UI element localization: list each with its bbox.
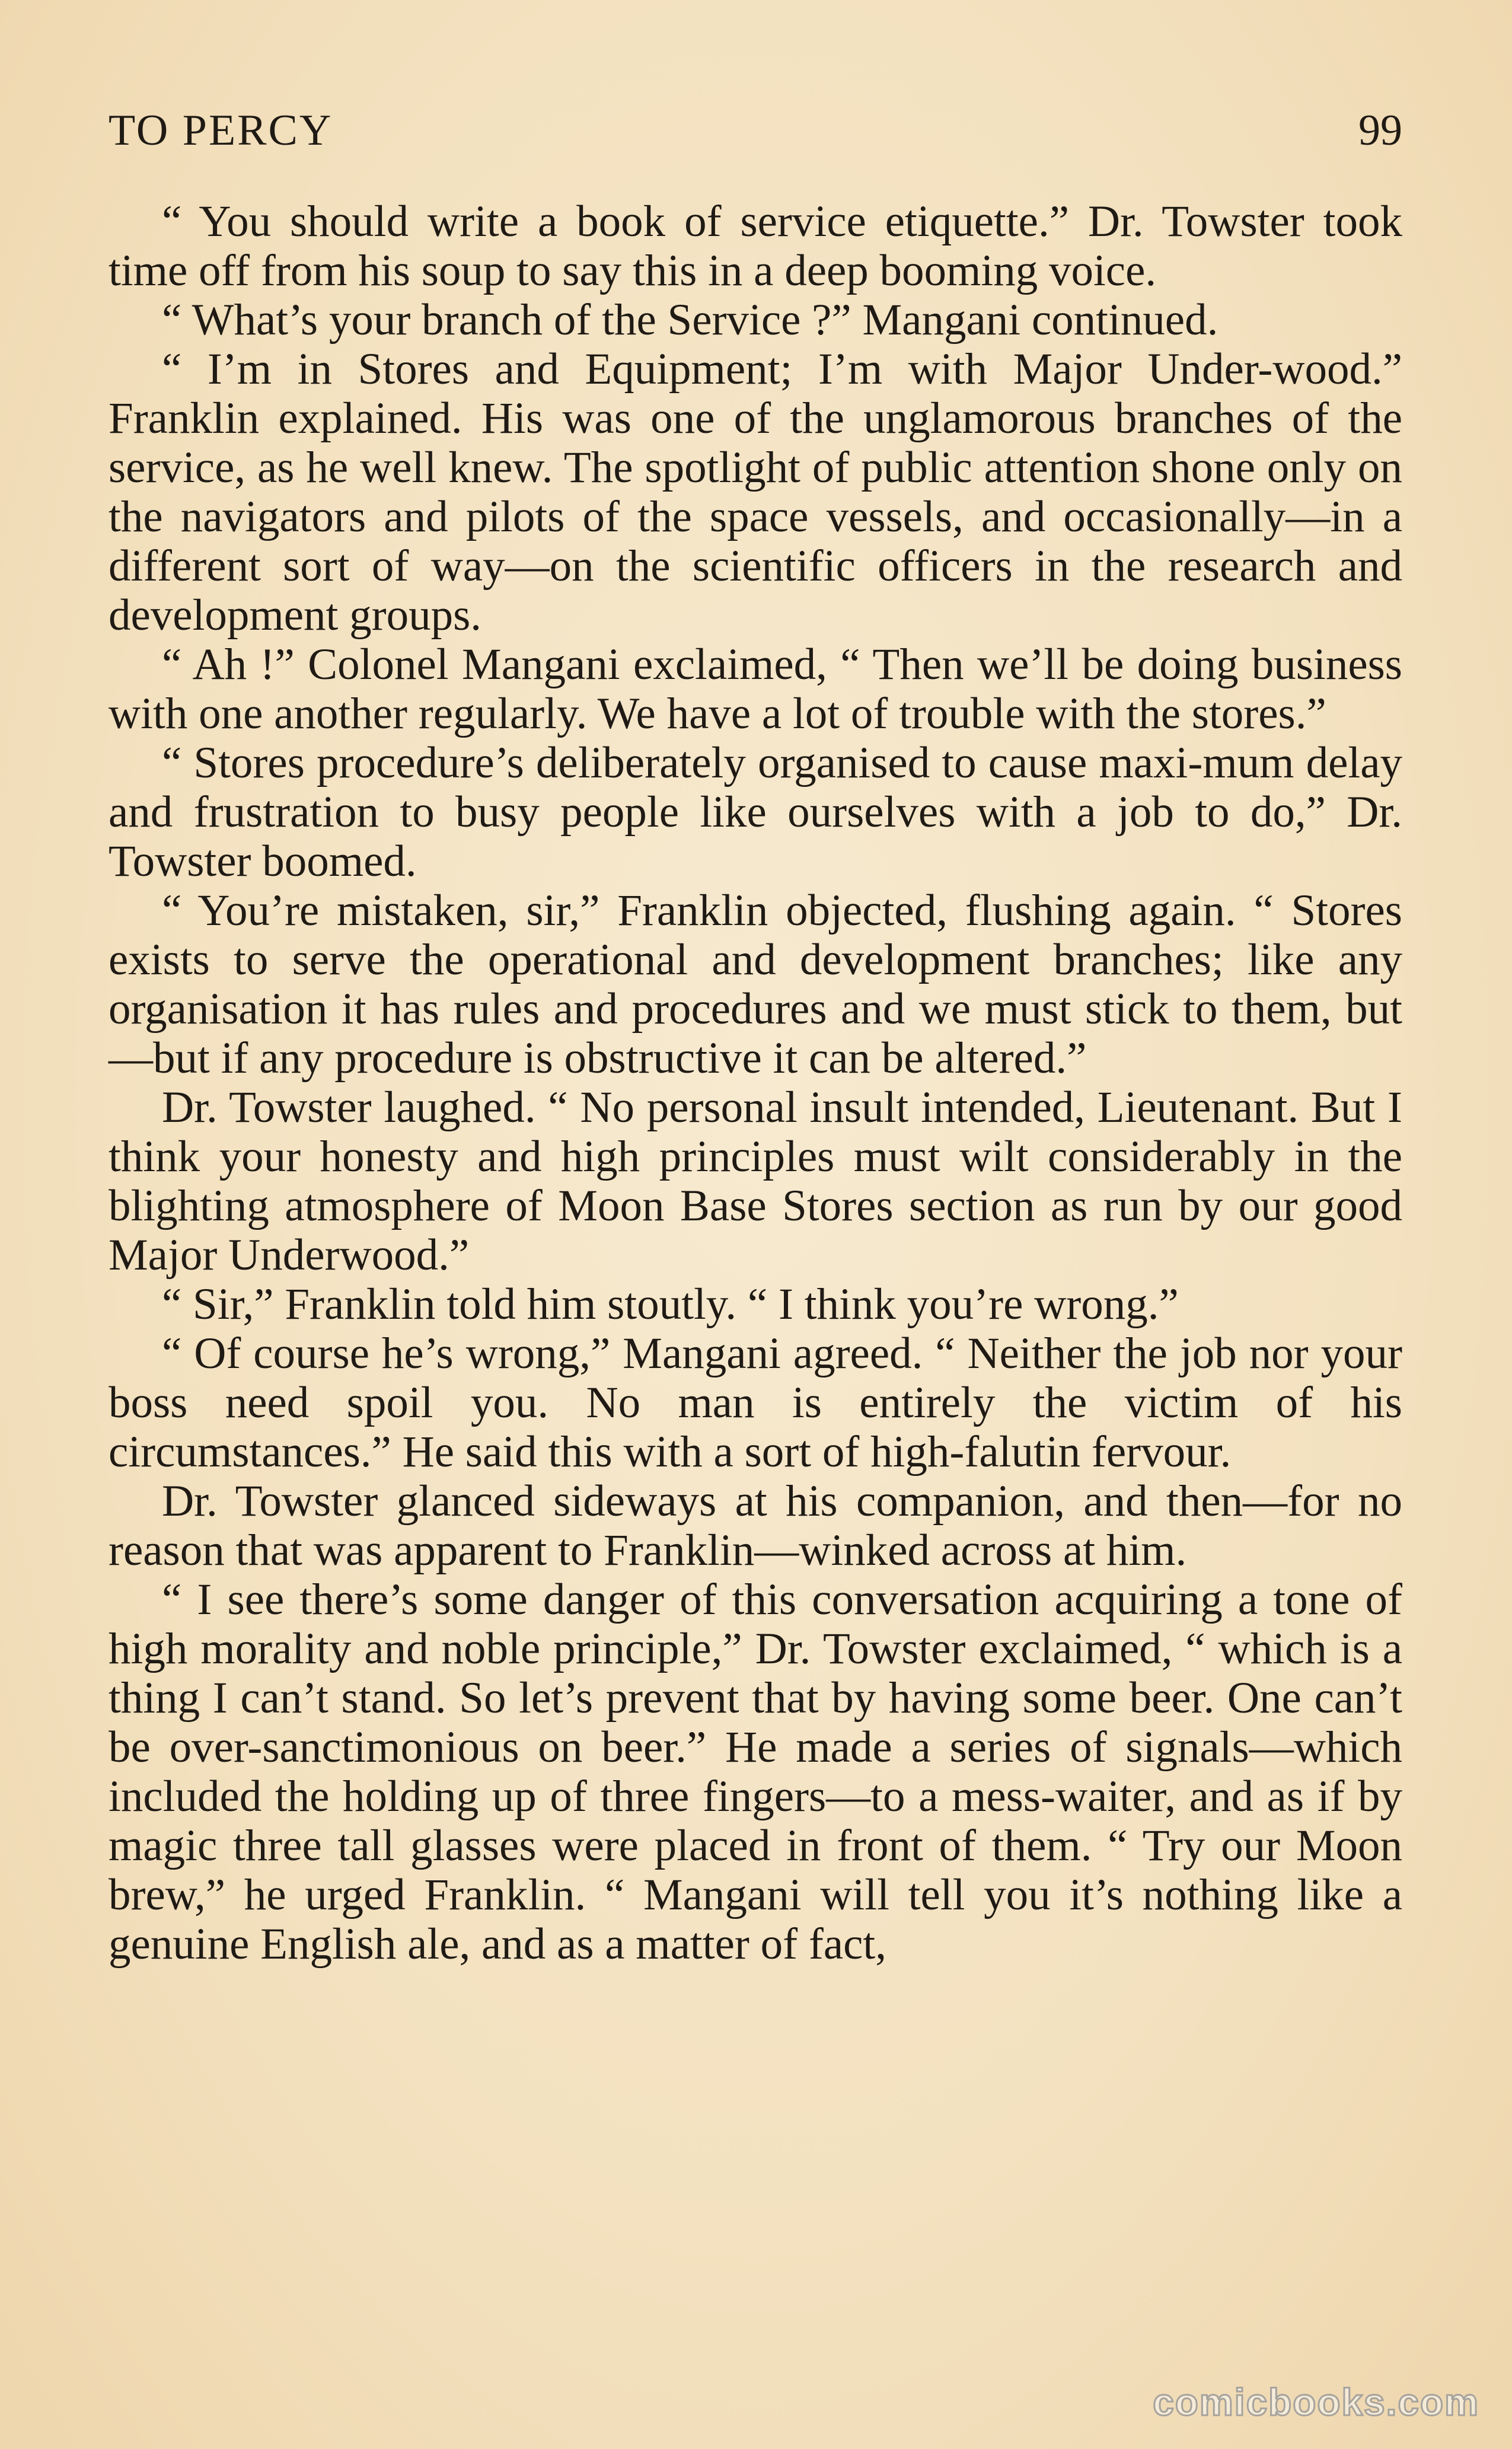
paragraph: “ Of course he’s wrong,” Mangani agreed. “ Neither the job nor your boss need spoil you. No man is entirely the victim of his circumstances.” He said this with a sort of high-falutin fervour. <box>109 1329 1402 1477</box>
paragraph: “ Sir,” Franklin told him stoutly. “ I think you’re wrong.” <box>162 1280 1179 1329</box>
paragraph: “ Ah !” Colonel Mangani exclaimed, “ Then we’ll be doing business with one another regularly. We have a lot of trouble with the stores.” <box>109 640 1402 738</box>
body-text <box>109 197 1402 1969</box>
running-head <box>109 101 1402 160</box>
paragraph: Dr. Towster laughed. “ No personal insult intended, Lieutenant. But I think your honesty and high principles must wilt considerably in the blighting atmosphere of Moon Base Stores section as run by our good Major Underwood.” <box>109 1083 1402 1280</box>
running-title: TO PERCY <box>109 106 333 155</box>
paragraph: “ I see there’s some danger of this conversation acquiring a tone of high morality and noble principle,” Dr. Towster exclaimed, “ which is a thing I can’t stand. So let’s prevent that by having some beer. One can’t be over-sanctimonious on beer.” He made a series of signals—which included the holding up of three fingers—to a mess-waiter, and as if by magic three tall glasses were placed in front of them. “ Try our Moon brew,” he urged Franklin. “ Mangani will tell you it’s nothing like a genuine English ale, and as a matter of fact, <box>109 1575 1402 1969</box>
paragraph: “ What’s your branch of the Service ?” Mangani continued. <box>162 295 1218 345</box>
paragraph: “ You should write a book of service etiquette.” Dr. Towster took time off from his soup to say this in a deep booming voice. <box>109 197 1402 295</box>
watermark: comicbooks.com <box>1153 2381 1479 2424</box>
paragraph: “ You’re mistaken, sir,” Franklin objected, flushing again. “ Stores exists to serve the operational and development branches; like any organisation it has rules and procedures and we must stick to them, but—but if any procedure is obstructive it can be altered.” <box>109 886 1402 1083</box>
paragraph: Dr. Towster glanced sideways at his companion, and then—for no reason that was apparent to Franklin—winked across at him. <box>109 1477 1402 1575</box>
paragraph: “ I’m in Stores and Equipment; I’m with Major Under-wood.” Franklin explained. His was one of the unglamorous branches of the service, as he well knew. The spotlight of public attention shone only on the navigators and pilots of the space vessels, and occasionally—in a different sort of way—on the scientific officers in the research and development groups. <box>109 345 1402 640</box>
page-number: 99 <box>1358 106 1402 155</box>
paragraph: “ Stores procedure’s deliberately organised to cause maxi-mum delay and frustration to busy people like ourselves with a job to do,” Dr. Towster boomed. <box>109 738 1402 886</box>
